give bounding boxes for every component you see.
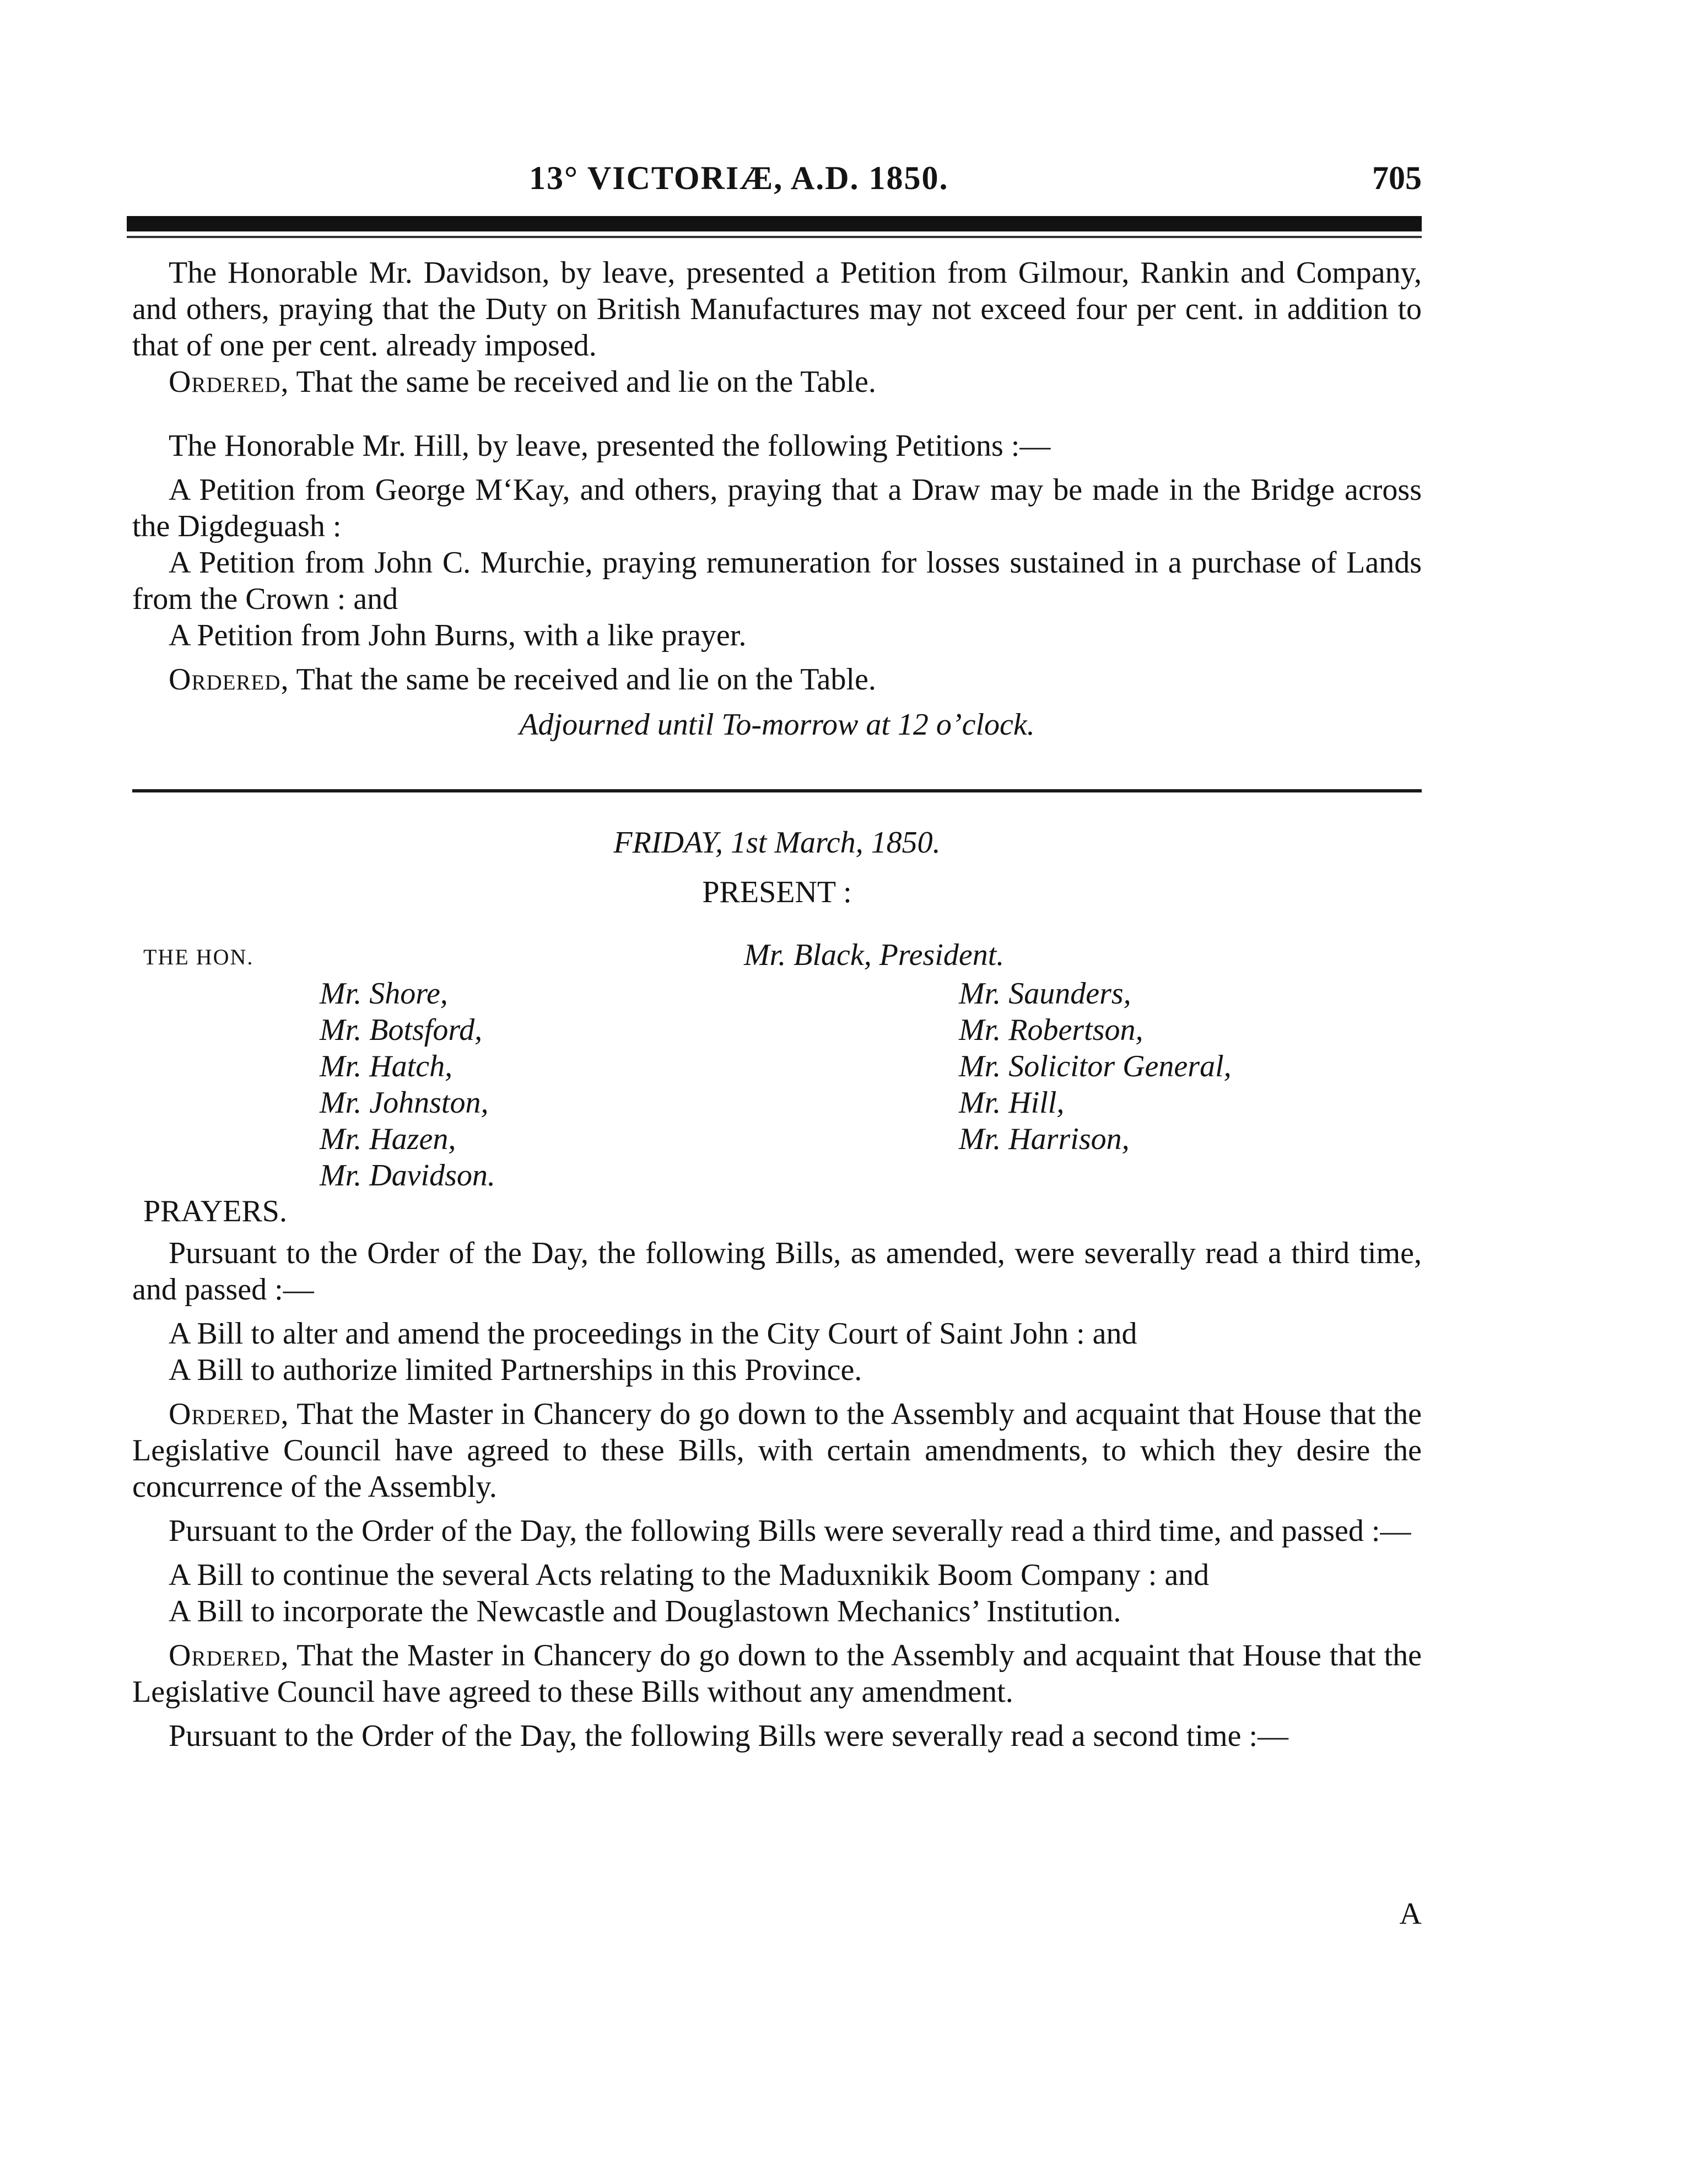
ordered-text: That the same be received and lie on the Table. — [289, 662, 876, 697]
paragraph: Pursuant to the Order of the Day, the following Bills were severally read a second time :— — [169, 1719, 1289, 1753]
paragraph: The Honorable Mr. Hill, by leave, presented the following Petitions :— — [169, 429, 1051, 463]
member-name: Mr. Hatch, — [320, 1049, 453, 1083]
president-line: Mr. Black, President. — [744, 938, 1005, 972]
ordered-word: Ordered, — [169, 1638, 289, 1673]
header-title: 13° VICTORIÆ, A.D. 1850. — [529, 160, 949, 196]
date-heading: FRIDAY, 1st March, 1850. — [613, 826, 941, 860]
member-name: Mr. Hazen, — [320, 1122, 456, 1156]
paragraph: The Honorable Mr. Davidson, by leave, presented a Petition from Gilmour, Rankin and Company, and others, praying that the Duty on British Manufactures may not exceed four per cent. in addition to that of one per cent. already imposed. — [132, 256, 1422, 363]
ordered-paragraph — [132, 1396, 1422, 1505]
ordered-paragraph — [132, 1637, 1422, 1710]
member-name: Mr. Saunders, — [959, 977, 1131, 1011]
member-name: Mr. Hill, — [959, 1086, 1065, 1120]
petitions-hill — [132, 428, 1422, 743]
members-right-column — [959, 975, 1232, 1157]
member-name: Mr. Johnston, — [320, 1086, 489, 1120]
member-name: Mr. Botsford, — [320, 1013, 483, 1047]
section-divider — [132, 789, 1422, 792]
ordered-text: That the Master in Chancery do go down to the Assembly and acquaint that House that the Legislative Council have agreed to these Bills, with certain amendments, to which they desire the concurrence of the Assembly. — [132, 1397, 1422, 1504]
ordered-word: Ordered, — [169, 365, 289, 399]
petition-item: A Petition from John Burns, with a like prayer. — [169, 618, 747, 652]
petition-item: A Petition from John C. Murchie, praying remuneration for losses sustained in a purchase of Lands from the Crown : and — [132, 546, 1422, 616]
bill-item: A Bill to authorize limited Partnerships in this Province. — [169, 1353, 862, 1387]
members-left-column — [320, 975, 495, 1194]
prayers-line: PRAYERS. — [143, 1194, 287, 1228]
ordered-word: Ordered, — [169, 1397, 289, 1431]
header-rule-thin — [127, 236, 1422, 238]
member-name: Mr. Davidson. — [320, 1158, 495, 1193]
member-name: Mr. Shore, — [320, 977, 448, 1011]
adjourned-line: Adjourned until To-morrow at 12 o’clock. — [519, 708, 1035, 742]
petition-item: A Petition from George M‘Kay, and others, praying that a Draw may be made in the Bridge across the Digdeguash : — [132, 473, 1422, 543]
bill-item: A Bill to alter and amend the proceedings in the City Court of Saint John : and — [169, 1317, 1137, 1351]
ordered-word: Ordered, — [169, 662, 289, 697]
member-name: Mr. Robertson, — [959, 1013, 1143, 1047]
bill-item: A Bill to continue the several Acts relating to the Maduxnikik Boom Company : and — [169, 1558, 1210, 1592]
members-present — [132, 937, 1422, 1223]
proceedings — [132, 1193, 1422, 1754]
header-rule-thick — [127, 216, 1422, 231]
catchword: A — [1399, 1897, 1422, 1931]
ordered-paragraph — [132, 661, 1422, 698]
member-name: Mr. Harrison, — [959, 1122, 1130, 1156]
running-header — [127, 160, 1422, 204]
paragraph: Pursuant to the Order of the Day, the following Bills, as amended, were severally read a third time, and passed :— — [132, 1236, 1422, 1307]
bill-item: A Bill to incorporate the Newcastle and Douglastown Mechanics’ Institution. — [169, 1594, 1121, 1628]
present-heading: PRESENT : — [702, 875, 852, 909]
petition-davidson — [132, 255, 1422, 400]
ordered-text: That the same be received and lie on the Table. — [289, 365, 876, 399]
ordered-text: That the Master in Chancery do go down to the Assembly and acquaint that House that the Legislative Council have agreed to these Bills without any amendment. — [132, 1638, 1422, 1709]
member-name: Mr. Solicitor General, — [959, 1049, 1232, 1083]
ordered-paragraph — [132, 364, 1422, 400]
paragraph: Pursuant to the Order of the Day, the following Bills were severally read a third time, and passed :— — [169, 1514, 1411, 1548]
the-hon-label: THE HON. — [143, 945, 254, 969]
page-number: 705 — [1372, 160, 1422, 196]
